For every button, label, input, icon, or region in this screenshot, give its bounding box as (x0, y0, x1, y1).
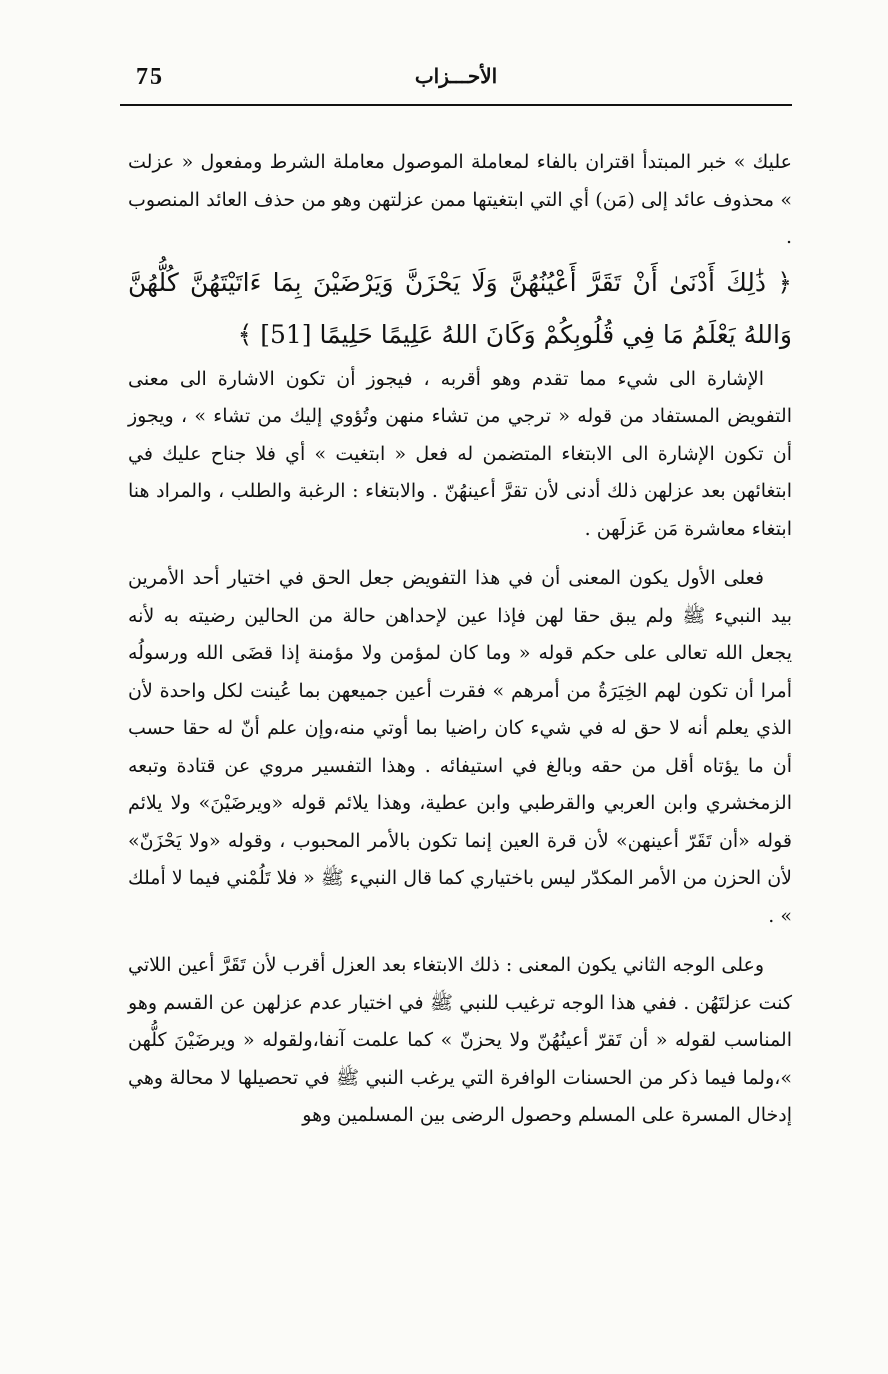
page-header (120, 60, 792, 104)
paragraph-1: عليك » خبر المبتدأ اقتران بالفاء لمعاملة الموصول معاملة الشرط ومفعول « عزلت » محذوف عائد إلى (مَن) أي التي ابتغيتها ممن عزلتهن وهو من حذف العائد المنصوب . (128, 151, 792, 248)
paragraph-3: فعلى الأول يكون المعنى أن في هذا التفويض جعل الحق في اختيار أحد الأمرين بيد النبيء ﷺ ولم يبق حقا لهن فإذا عين لإحداهن حالة من الحالين رضيته به لأنه يجعل الله تعالى على حكم قوله « وما كان لمؤمن ولا مؤمنة إذا قضَى الله ورسولُه أمرا أن تكون لهم الخِيَرَةُ من أمرهم » فقرت أعين جميعهن بما عُينت لكل واحدة لأن الذي يعلم أنه لا حق له في شيء كان راضيا بما أوتي منه،وإن علم أنّ له حقا حسب أن ما يؤتاه أقل من حقه وبالغ في استيفائه . وهذا التفسير مروي عن قتادة وتبعه الزمخشري وابن العربي والقرطبي وابن عطية، وهذا يلائم قوله «ويرضَيْنَ» ولا يلائم قوله «أن تَقَرّ أعينهن» لأن قرة العين إنما تكون بالأمر المحبوب ، وقوله «ولا يَحْزَنّ» لأن الحزن من الأمر المكدّر ليس باختياري كما قال النبيء ﷺ « فلا تَلُمْني فيما لا أملك » . (128, 567, 792, 927)
paragraph-4: وعلى الوجه الثاني يكون المعنى : ذلك الابتغاء بعد العزل أقرب لأن تَقَرَّ أعين اللاتي كنت عزلتَهُن . ففي هذا الوجه ترغيب للنبي ﷺ في اختيار عدم عزلهن عن القسم وهو المناسب لقوله « أن تَقرّ أعينُهُنّ ولا يحزنّ » كما علمت آنفا،ولقوله « ويرضَيْنَ كلُّهن »،ولما فيما ذكر من الحسنات الوافرة التي يرغب النبي ﷺ في تحصيلها لا محالة وهي إدخال المسرة على المسلم وحصول الرضى بين المسلمين وهو (128, 954, 792, 1126)
running-title: الأحـــزاب (414, 64, 498, 88)
header-rule (120, 104, 792, 106)
page-number: 75 (136, 64, 164, 90)
quran-verse: ﴿ ذَٰلِكَ أَدْنَىٰ أَنْ تَقَرَّ أَعْيُنُهُنَّ وَلَا يَحْزَنَّ وَيَرْضَيْنَ بِمَا ءَاتَيْتَهُنَّ كُلُّهُنَّ وَاللهُ يَعْلَمُ مَا فِي قُلُوبِكُمْ وَكَانَ اللهُ عَلِيمًا حَلِيمًا [51] ﴾ (128, 267, 792, 349)
page-body (128, 144, 792, 1135)
paragraph-2: الإشارة الى شيء مما تقدم وهو أقربه ، فيجوز أن تكون الاشارة الى معنى التفويض المستفاد من قوله « ترجي من تشاء منهن وتُؤوي إليك من تشاء » ، ويجوز أن تكون الإشارة الى الابتغاء المتضمن له فعل « ابتغيت » أي فلا جناح عليك في ابتغائهن بعد عزلهن ذلك أدنى لأن تقرَّ أعينهُنّ . والابتغاء : الرغبة والطلب ، والمراد هنا ابتغاء معاشرة مَن عَزلَهن . (128, 367, 792, 540)
